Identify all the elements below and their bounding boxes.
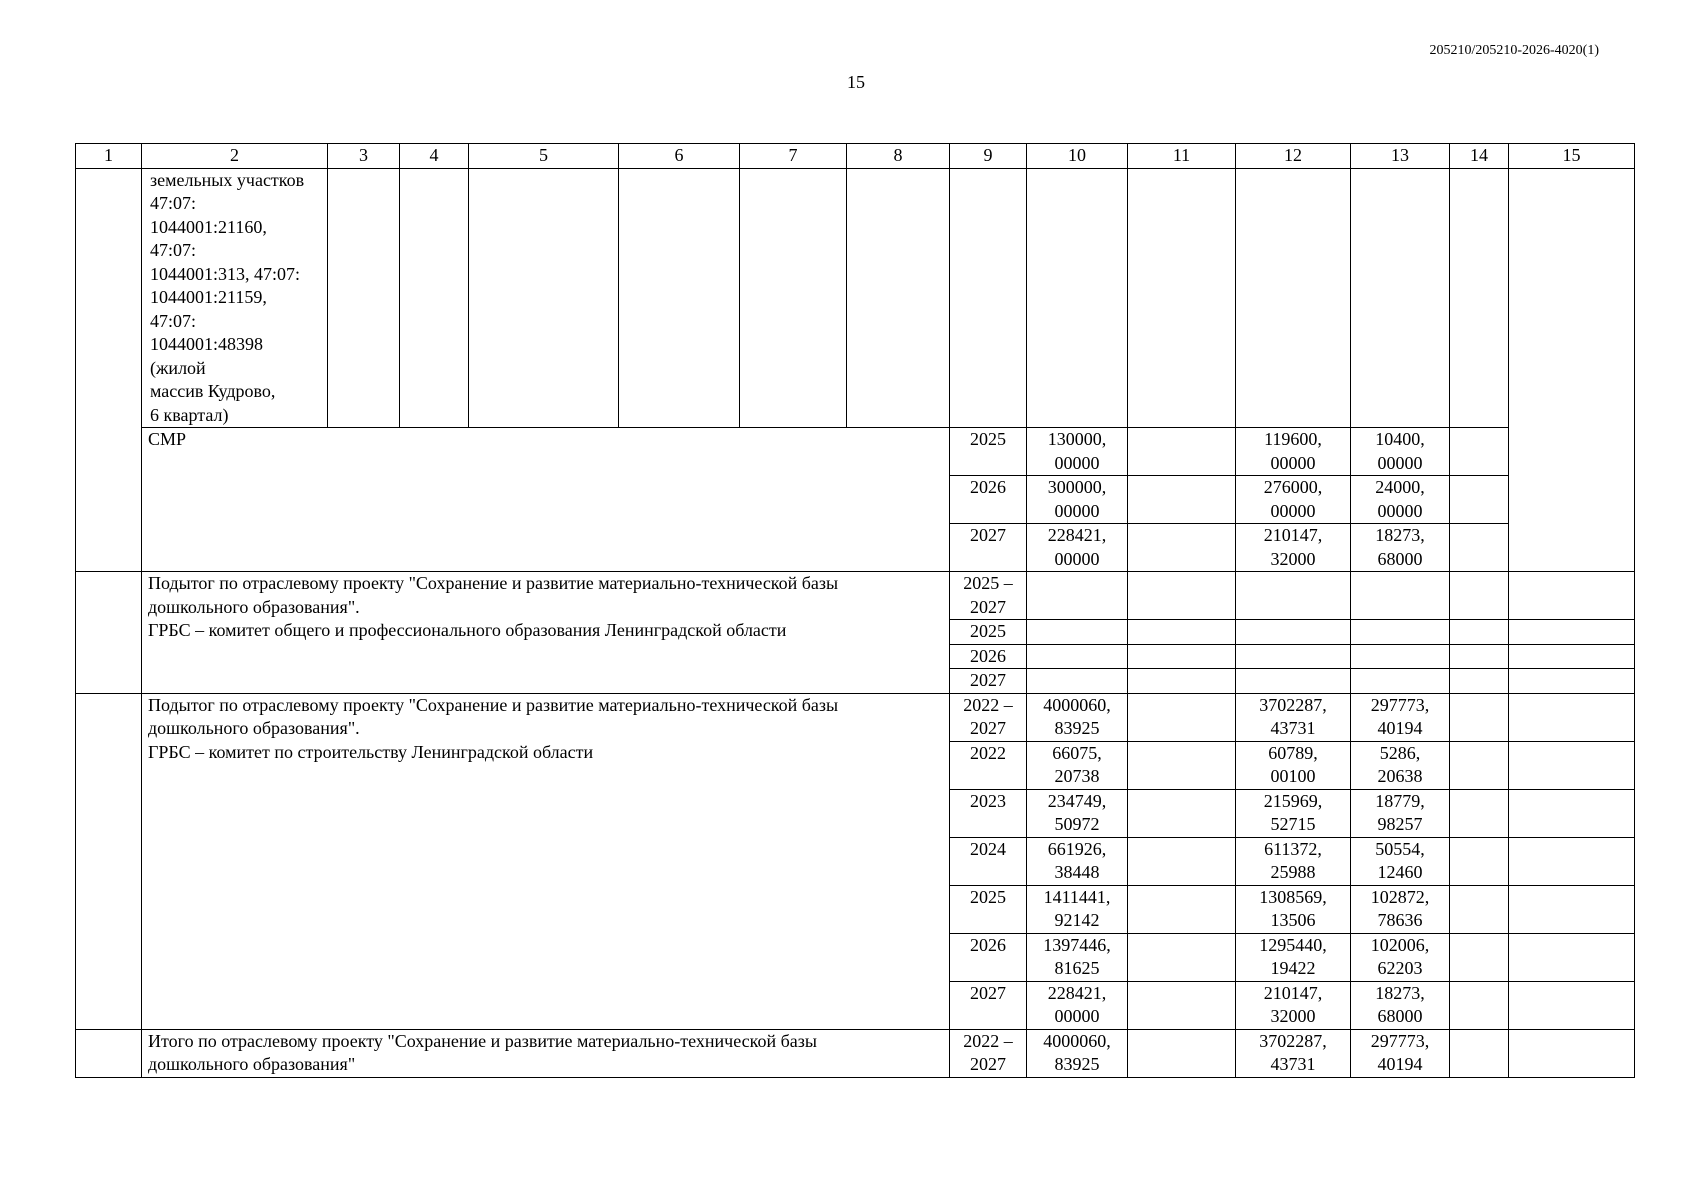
table-cell [1128, 620, 1236, 645]
table-cell [619, 168, 740, 428]
column-header: 9 [950, 144, 1027, 169]
table-cell [1128, 524, 1236, 572]
table-cell [1509, 669, 1635, 694]
table-cell [76, 693, 142, 1029]
federal-value-cell: 210147, 32000 [1236, 524, 1351, 572]
document-id: 205210/205210-2026-4020(1) [1429, 43, 1599, 58]
table-cell [1128, 1029, 1236, 1077]
federal-value-cell: 119600, 00000 [1236, 428, 1351, 476]
federal-value-cell: 3702287, 43731 [1236, 693, 1351, 741]
table-cell [1450, 428, 1509, 476]
table-cell [1450, 741, 1509, 789]
table-cell [1509, 933, 1635, 981]
smr-label: СМР [142, 428, 950, 572]
year-cell: 2025 [950, 885, 1027, 933]
land-parcels-cell: земельных участков 47:07: 1044001:21160, 47:07: 1044001:313, 47:07: 1044001:21159, 47:07: 1044001:48398 (жилой массив Кудрово, 6 квартал) [142, 168, 328, 428]
year-cell: 2026 [950, 476, 1027, 524]
table-cell [1450, 981, 1509, 1029]
column-header: 13 [1351, 144, 1450, 169]
table-cell [1027, 669, 1128, 694]
regional-value-cell: 10400, 00000 [1351, 428, 1450, 476]
year-cell: 2026 [950, 933, 1027, 981]
table-cell [1128, 885, 1236, 933]
table-cell [76, 1029, 142, 1077]
table-cell [1236, 572, 1351, 620]
federal-value-cell: 210147, 32000 [1236, 981, 1351, 1029]
federal-value-cell: 1295440, 19422 [1236, 933, 1351, 981]
federal-value-cell: 3702287, 43731 [1236, 1029, 1351, 1077]
column-header: 10 [1027, 144, 1128, 169]
table-cell [1509, 644, 1635, 669]
regional-value-cell: 50554, 12460 [1351, 837, 1450, 885]
table-cell [1128, 644, 1236, 669]
table-cell [1509, 885, 1635, 933]
year-cell: 2025 [950, 620, 1027, 645]
column-header: 14 [1450, 144, 1509, 169]
total-value-cell: 1411441, 92142 [1027, 885, 1128, 933]
regional-value-cell: 297773, 40194 [1351, 693, 1450, 741]
table-cell [1128, 789, 1236, 837]
table-cell [950, 168, 1027, 428]
year-cell: 2025 – 2027 [950, 572, 1027, 620]
table-cell [1509, 789, 1635, 837]
regional-value-cell: 18273, 68000 [1351, 524, 1450, 572]
table-cell [1128, 572, 1236, 620]
table-cell [1450, 644, 1509, 669]
table-cell [1027, 572, 1128, 620]
table-cell [1351, 168, 1450, 428]
subtotal-construction-label: Подытог по отраслевому проекту "Сохранение и развитие материально-технической базы дошкольного образования". ГРБС – комитет по строительству Ленинградской области [142, 693, 950, 1029]
federal-value-cell: 215969, 52715 [1236, 789, 1351, 837]
table-cell [1128, 981, 1236, 1029]
table-cell [1027, 168, 1128, 428]
table-cell [1509, 572, 1635, 620]
total-value-cell: 661926, 38448 [1027, 837, 1128, 885]
table-cell [1509, 741, 1635, 789]
table-cell [469, 168, 619, 428]
table-cell [1128, 933, 1236, 981]
regional-value-cell: 102872, 78636 [1351, 885, 1450, 933]
table-cell [1236, 669, 1351, 694]
table-cell [1450, 620, 1509, 645]
smr-row [76, 428, 1635, 476]
table-cell [1128, 428, 1236, 476]
year-cell: 2027 [950, 524, 1027, 572]
table-cell [400, 168, 469, 428]
table-cell [1509, 981, 1635, 1029]
table-cell [1450, 933, 1509, 981]
table-cell [1450, 789, 1509, 837]
table-cell [1236, 620, 1351, 645]
column-header: 6 [619, 144, 740, 169]
total-value-cell: 66075, 20738 [1027, 741, 1128, 789]
table-cell [1027, 620, 1128, 645]
total-value-cell: 4000060, 83925 [1027, 693, 1128, 741]
column-header: 5 [469, 144, 619, 169]
column-number-row [76, 144, 1635, 169]
table-cell [1450, 669, 1509, 694]
table-cell [76, 168, 142, 572]
federal-value-cell: 611372, 25988 [1236, 837, 1351, 885]
column-header: 3 [328, 144, 400, 169]
year-cell: 2023 [950, 789, 1027, 837]
year-cell: 2022 – 2027 [950, 1029, 1027, 1077]
column-header: 7 [740, 144, 847, 169]
table-cell [1236, 644, 1351, 669]
table-cell [1128, 693, 1236, 741]
table-cell [1128, 669, 1236, 694]
regional-value-cell: 102006, 62203 [1351, 933, 1450, 981]
table-cell [1128, 168, 1236, 428]
budget-table [75, 143, 1635, 1078]
page-number: 15 [847, 72, 865, 92]
total-label: Итого по отраслевому проекту "Сохранение и развитие материально-технической базы дошкольного образования" [142, 1029, 950, 1077]
table-cell [1450, 837, 1509, 885]
total-value-cell: 228421, 00000 [1027, 524, 1128, 572]
year-cell: 2026 [950, 644, 1027, 669]
column-header: 12 [1236, 144, 1351, 169]
federal-value-cell: 60789, 00100 [1236, 741, 1351, 789]
total-value-cell: 1397446, 81625 [1027, 933, 1128, 981]
column-header: 2 [142, 144, 328, 169]
table-cell [76, 572, 142, 694]
column-header: 15 [1509, 144, 1635, 169]
table-cell [1509, 620, 1635, 645]
total-value-cell: 300000, 00000 [1027, 476, 1128, 524]
table-cell [1509, 837, 1635, 885]
federal-value-cell: 1308569, 13506 [1236, 885, 1351, 933]
table-cell [1128, 741, 1236, 789]
regional-value-cell: 5286, 20638 [1351, 741, 1450, 789]
table-cell [1509, 693, 1635, 741]
year-cell: 2022 – 2027 [950, 693, 1027, 741]
year-cell: 2022 [950, 741, 1027, 789]
table-cell [1128, 476, 1236, 524]
table-cell [1351, 572, 1450, 620]
regional-value-cell: 18273, 68000 [1351, 981, 1450, 1029]
table-cell [1509, 168, 1635, 572]
column-header: 4 [400, 144, 469, 169]
table-cell [1450, 168, 1509, 428]
table-cell [1351, 644, 1450, 669]
column-header: 8 [847, 144, 950, 169]
table-cell [1450, 693, 1509, 741]
total-value-cell: 234749, 50972 [1027, 789, 1128, 837]
total-row [76, 1029, 1635, 1077]
year-cell: 2027 [950, 669, 1027, 694]
year-cell: 2025 [950, 428, 1027, 476]
regional-value-cell: 18779, 98257 [1351, 789, 1450, 837]
table-cell [1351, 669, 1450, 694]
table-cell [1351, 620, 1450, 645]
year-cell: 2027 [950, 981, 1027, 1029]
regional-value-cell: 24000, 00000 [1351, 476, 1450, 524]
year-cell: 2024 [950, 837, 1027, 885]
total-value-cell: 130000, 00000 [1027, 428, 1128, 476]
table-cell [1509, 1029, 1635, 1077]
land-parcels-row [76, 168, 1635, 428]
table-cell [1450, 524, 1509, 572]
subtotal-education-label: Подытог по отраслевому проекту "Сохранение и развитие материально-технической базы дошкольного образования". ГРБС – комитет общего и профессионального образования Ленинградской области [142, 572, 950, 694]
subtotal-education-row [76, 572, 1635, 620]
table-cell [1236, 168, 1351, 428]
table-cell [740, 168, 847, 428]
total-value-cell: 4000060, 83925 [1027, 1029, 1128, 1077]
regional-value-cell: 297773, 40194 [1351, 1029, 1450, 1077]
total-value-cell: 228421, 00000 [1027, 981, 1128, 1029]
table-cell [1450, 1029, 1509, 1077]
subtotal-construction-row [76, 693, 1635, 741]
table-cell [1450, 885, 1509, 933]
table-cell [1027, 644, 1128, 669]
table-cell [1450, 572, 1509, 620]
table-cell [1128, 837, 1236, 885]
table-cell [847, 168, 950, 428]
column-header: 11 [1128, 144, 1236, 169]
federal-value-cell: 276000, 00000 [1236, 476, 1351, 524]
column-header: 1 [76, 144, 142, 169]
table-cell [328, 168, 400, 428]
table-cell [1450, 476, 1509, 524]
